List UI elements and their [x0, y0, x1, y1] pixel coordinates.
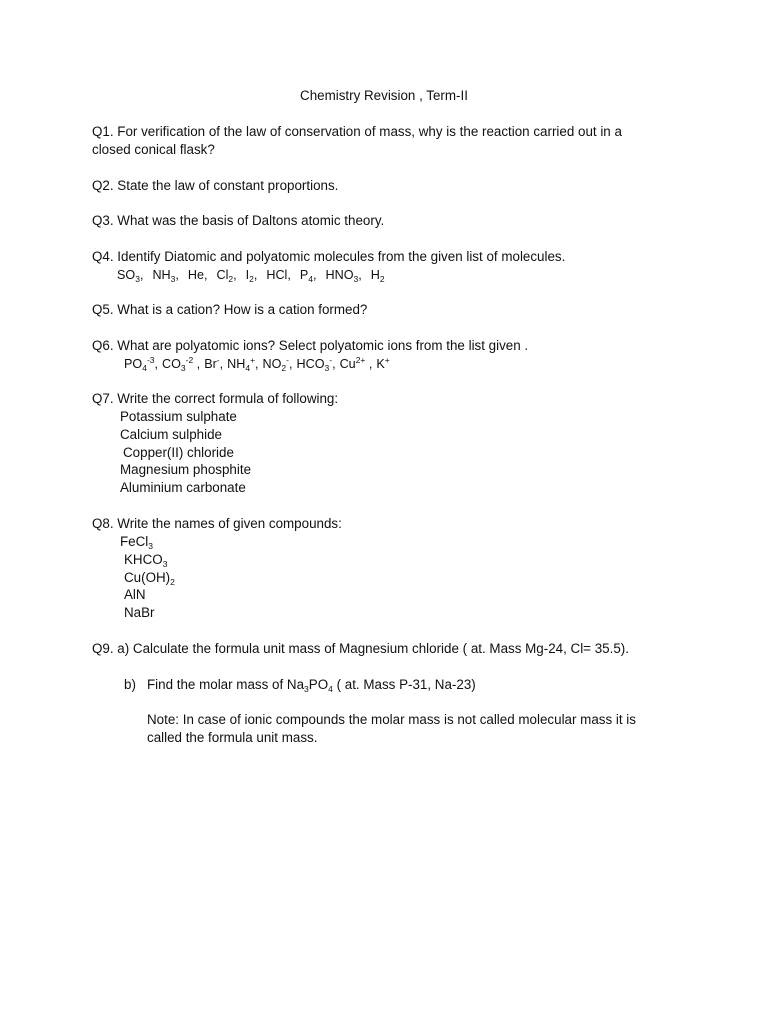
- formula-subscript: 3: [353, 274, 359, 284]
- q4-molecule-list: [117, 266, 385, 284]
- formula-subscript: 2: [379, 274, 385, 284]
- formula-superscript: -3: [146, 355, 155, 365]
- q7-item-4: Magnesium phosphite: [120, 462, 252, 477]
- formula-separator: ,: [233, 268, 237, 282]
- q9-part-b-mid: PO: [308, 677, 329, 692]
- formula-base: I: [245, 268, 250, 282]
- formula-base: Cl: [216, 268, 229, 282]
- formula-base: HCO: [296, 357, 325, 371]
- formula-separator: ,: [219, 357, 224, 371]
- formula-superscript: +: [250, 355, 256, 365]
- q9-part-a: Q9. a) Calculate the formula unit mass of Magnesium chloride ( at. Mass Mg-24, Cl= 35.5).: [92, 641, 629, 656]
- formula-base: FeCl: [120, 534, 149, 549]
- q7-item-1: Potassium sulphate: [120, 409, 237, 424]
- formula-superscript: -: [286, 355, 289, 365]
- formula-subscript: 3: [135, 274, 140, 284]
- formula-superscript: 2+: [355, 355, 366, 365]
- formula-base: P: [299, 268, 309, 282]
- q9-part-b-pre: Find the molar mass of Na: [147, 677, 305, 692]
- molecule-formula: [266, 268, 291, 282]
- molecule-formula: [117, 268, 143, 282]
- formula-separator: ,: [358, 268, 362, 282]
- molecule-formula: [300, 268, 317, 282]
- formula-separator: ,: [332, 357, 336, 371]
- formula-base: Br: [204, 357, 217, 371]
- formula-superscript: +: [384, 355, 390, 365]
- formula-separator: ,: [365, 357, 373, 371]
- q7-item-5: Aluminium carbonate: [120, 480, 246, 495]
- formula-subscript: 3: [324, 363, 330, 373]
- formula-subscript: 4: [142, 363, 147, 373]
- ion-formula: [204, 357, 223, 371]
- formula-separator: ,: [154, 357, 158, 371]
- molecule-formula: [216, 268, 236, 282]
- q8-compound-1: [120, 533, 153, 551]
- formula-separator: ,: [175, 268, 179, 282]
- formula-separator: ,: [287, 268, 291, 282]
- formula-subscript: 3: [180, 363, 186, 373]
- formula-base: NH: [152, 268, 171, 282]
- q1-line2: closed conical flask?: [92, 142, 215, 157]
- formula-subscript: 4: [308, 274, 313, 284]
- formula-base: NH: [227, 357, 246, 371]
- ion-formula: [227, 357, 258, 371]
- formula-separator: ,: [289, 357, 293, 371]
- formula-base: CO: [162, 357, 181, 371]
- q3-text: Q3. What was the basis of Daltons atomic theory.: [92, 213, 385, 228]
- formula-base: Cu: [339, 357, 356, 371]
- formula-base: H: [370, 268, 380, 282]
- molecule-formula: [152, 268, 178, 282]
- q8-compound-5: [124, 604, 155, 622]
- molecule-formula: [371, 268, 385, 282]
- formula-separator: ,: [193, 357, 201, 371]
- q8-compound-2: [124, 551, 167, 569]
- q2-text: Q2. State the law of constant proportions.: [92, 178, 339, 193]
- q8-compound-3: [124, 569, 175, 587]
- formula-base: KHCO: [124, 552, 163, 567]
- q9-part-b-post: ( at. Mass P-31, Na-23): [332, 677, 476, 692]
- formula-base: PO: [124, 357, 143, 371]
- q4-text: Q4. Identify Diatomic and polyatomic molecules from the given list of molecules.: [92, 249, 566, 264]
- q9-part-b-sub1: 3: [304, 684, 309, 694]
- formula-subscript: 2: [249, 274, 254, 284]
- formula-base: HCl: [266, 268, 288, 282]
- q6-text: Q6. What are polyatomic ions? Select polyatomic ions from the list given .: [92, 338, 529, 353]
- q5-text: Q5. What is a cation? How is a cation formed?: [92, 302, 368, 317]
- q7-item-2: Calcium sulphide: [120, 427, 222, 442]
- formula-subscript: 3: [148, 541, 154, 551]
- formula-subscript: 3: [162, 559, 168, 569]
- ion-formula: [297, 357, 336, 371]
- formula-separator: ,: [203, 268, 208, 282]
- formula-base: AlN: [124, 587, 146, 602]
- formula-separator: ,: [313, 268, 317, 282]
- ion-formula: [340, 357, 373, 371]
- q7-text: Q7. Write the correct formula of following:: [92, 391, 339, 406]
- q9-part-b-marker: b): [124, 677, 136, 692]
- formula-base: K: [376, 357, 385, 371]
- molecule-formula: [326, 268, 362, 282]
- ion-formula: [162, 357, 200, 371]
- ion-formula: [263, 357, 293, 371]
- formula-separator: ,: [253, 268, 258, 282]
- formula-superscript: -: [329, 355, 333, 365]
- q9-note-line1: Note: In case of ionic compounds the molar mass is not called molecular mass it is: [147, 712, 636, 727]
- molecule-formula: [188, 268, 208, 282]
- q8-text: Q8. Write the names of given compounds:: [92, 516, 342, 531]
- q9-part-b-text: [147, 676, 476, 694]
- formula-base: NO: [262, 357, 282, 371]
- formula-separator: ,: [255, 357, 259, 371]
- ion-formula: [376, 357, 389, 371]
- formula-base: SO: [117, 268, 136, 282]
- formula-base: Cu(OH): [124, 570, 171, 585]
- formula-subscript: 3: [170, 274, 176, 284]
- formula-subscript: 2: [170, 577, 175, 587]
- formula-superscript: -2: [185, 355, 194, 365]
- formula-base: NaBr: [124, 605, 155, 620]
- q7-item-3: Copper(II) chloride: [123, 445, 234, 460]
- formula-base: HNO: [325, 268, 354, 282]
- formula-base: He: [187, 268, 204, 282]
- ion-formula: [124, 357, 158, 371]
- page-title: Chemistry Revision , Term-II: [300, 88, 468, 103]
- molecule-formula: [246, 268, 258, 282]
- formula-separator: ,: [139, 268, 144, 282]
- formula-subscript: 4: [245, 363, 251, 373]
- formula-subscript: 2: [228, 274, 234, 284]
- q9-note-line2: called the formula unit mass.: [147, 730, 318, 745]
- q1-line1: Q1. For verification of the law of conservation of mass, why is the reaction carried out in a: [92, 124, 622, 139]
- formula-superscript: -: [216, 355, 220, 365]
- q9-part-b-sub2: 4: [328, 684, 333, 694]
- formula-subscript: 2: [281, 363, 287, 373]
- q6-ion-list: [124, 355, 390, 373]
- q8-compound-4: [124, 586, 146, 604]
